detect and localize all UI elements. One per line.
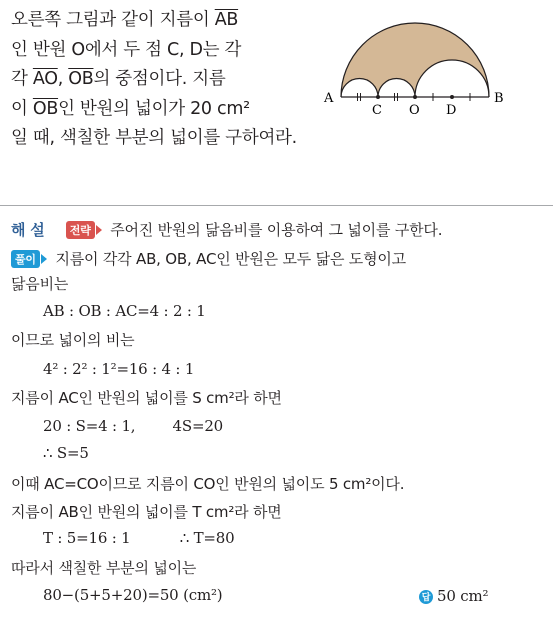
solution-arrow-icon [41, 254, 47, 264]
solution-line-13: 80−(5+5+20)=50 (cm²) [43, 586, 223, 604]
answer-badge: 답 [419, 590, 433, 604]
solution-tag: 풀이 [11, 250, 40, 268]
solution-line-4: 이므로 넓이의 비는 [11, 331, 135, 349]
shaded-region [341, 23, 489, 97]
answer-value: 50 cm² [437, 587, 489, 605]
solution-line-3: AB : OB : AC=4 : 2 : 1 [43, 302, 206, 320]
segment-ob: $\overline{OB}$ [32, 98, 59, 119]
problem-line-2: 인 반원 O에서 두 점 C, D는 각 [11, 39, 242, 60]
section-divider [0, 205, 553, 206]
label-b: B [494, 91, 504, 106]
problem-line-4: 이 $\overline{OB}$인 반원의 넓이가 20 cm² [11, 98, 250, 119]
label-c: C [372, 103, 382, 118]
solution-line-2: 닮음비는 [11, 275, 69, 293]
solution-line-1: 풀이 지름이 각각 AB, OB, AC인 반원은 모두 닮은 도형이고 [11, 248, 406, 269]
point-o [413, 95, 417, 99]
solution-line-7: 20 : S=4 : 1, 4S=20 [43, 417, 224, 435]
solution-line-11: T : 5=16 : 1 ∴ T=80 [43, 529, 235, 547]
solution-header: 해 설 [11, 221, 45, 239]
point-d [450, 95, 454, 99]
strategy-tag: 전략 [66, 221, 95, 239]
segment-ab: $\overline{AB}$ [214, 10, 239, 30]
strategy-arrow-icon [96, 225, 102, 235]
solution-line-8: ∴ S=5 [43, 444, 89, 462]
solution-line-9: 이때 AC=CO이므로 지름이 CO인 반원의 넓이도 5 cm²이다. [11, 475, 405, 493]
strategy-text: 주어진 반원의 닮음비를 이용하여 그 넓이를 구한다. [110, 221, 443, 239]
problem-text [11, 6, 321, 154]
problem-line-3: 각 $\overline{AO}$, $\overline{OB}$의 중점이다. 지름 [11, 69, 226, 89]
problem-line-5: 일 때, 색칠한 부분의 넓이를 구하여라. [11, 128, 297, 148]
solution-line-10: 지름이 AB인 반원의 넓이를 T cm²라 하면 [11, 503, 282, 521]
strategy-line [11, 219, 442, 240]
semicircle-figure [318, 0, 553, 125]
solution-line-12: 따라서 색칠한 부분의 넓이는 [11, 559, 197, 577]
point-c [376, 95, 380, 99]
segment-ob: $\overline{OB}$ [68, 69, 94, 89]
solution-line-5: 4² : 2² : 1²=16 : 4 : 1 [43, 360, 195, 378]
answer [419, 587, 488, 605]
problem-line-1: 오른쪽 그림과 같이 지름이 $\overline{AB}$ [11, 10, 239, 30]
label-o: O [409, 103, 420, 118]
solution-line-6: 지름이 AC인 반원의 넓이를 S cm²라 하면 [11, 389, 282, 407]
label-a: A [324, 91, 334, 106]
segment-ao: $\overline{AO}$ [32, 69, 58, 89]
label-d: D [446, 103, 457, 118]
